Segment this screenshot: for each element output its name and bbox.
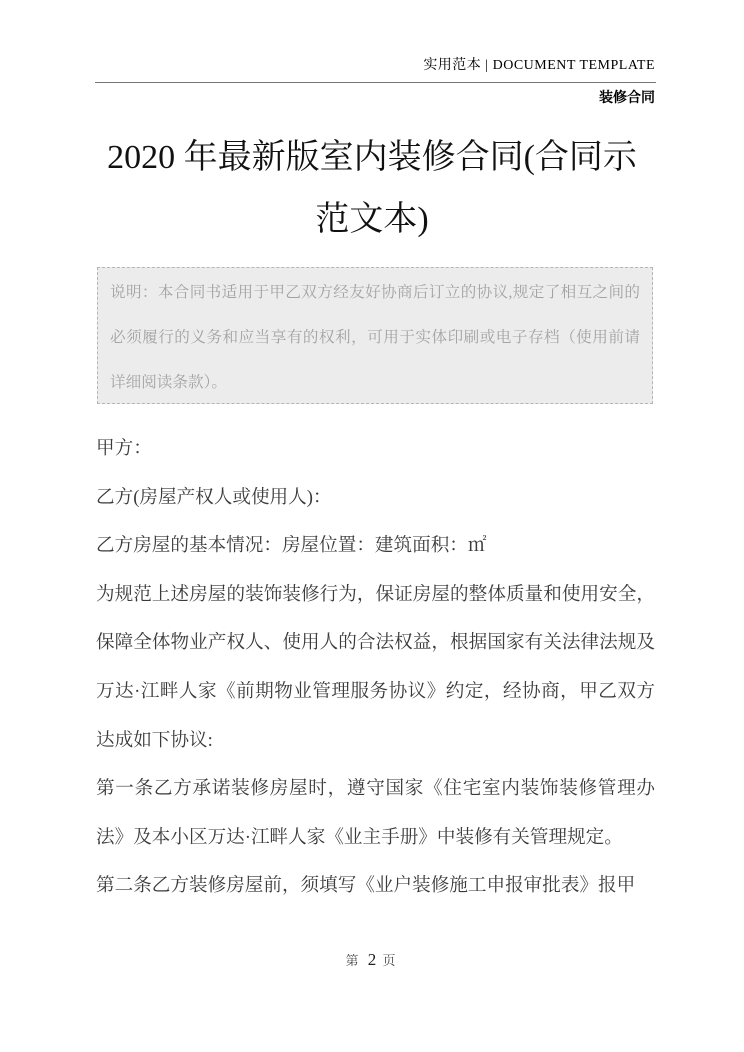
header-doc-type: 装修合同 <box>599 91 655 106</box>
page-footer <box>0 950 744 970</box>
paragraph-house-info: 乙方房屋的基本情况：房屋位置：建筑面积：㎡ <box>96 535 487 557</box>
paragraph-party-a: 甲方： <box>96 438 152 459</box>
header-divider <box>95 82 656 83</box>
notice-text: 说明：本合同书适用于甲乙双方经友好协商后订立的协议,规定了相互之间的必须履行的义务和应当享有的权利，可用于实体印刷或电子存档（使用前请详细阅读条款）。 <box>110 284 640 391</box>
page-number-prefix: 第 <box>345 953 362 968</box>
header-brand: 实用范本 | DOCUMENT TEMPLATE <box>423 58 655 73</box>
paragraph-clause-2: 第二条乙方装修房屋前，须填写《业户装修施工申报审批表》报甲 <box>96 875 636 897</box>
notice-box <box>97 267 653 404</box>
page-title: 2020 年最新版室内装修合同(合同示范文本) <box>107 139 637 238</box>
paragraph-clause-1: 第一条乙方承诺装修房屋时，遵守国家《住宅室内装饰装修管理办法》及本小区万达·江畔人家《业主手册》中装修有关管理规定。 <box>96 778 655 848</box>
paragraph-party-b: 乙方(房屋产权人或使用人)： <box>96 486 332 508</box>
page-number: 2 <box>367 950 377 969</box>
document-body <box>96 425 655 911</box>
page-number-suffix: 页 <box>382 953 399 968</box>
paragraph-preamble: 为规范上述房屋的装饰装修行为，保证房屋的整体质量和使用安全，保障全体物业产权人、使用人的合法权益，根据国家有关法律法规及万达·江畔人家《前期物业管理服务协议》约定，经协商，甲乙双方达成如下协议: <box>96 583 655 751</box>
